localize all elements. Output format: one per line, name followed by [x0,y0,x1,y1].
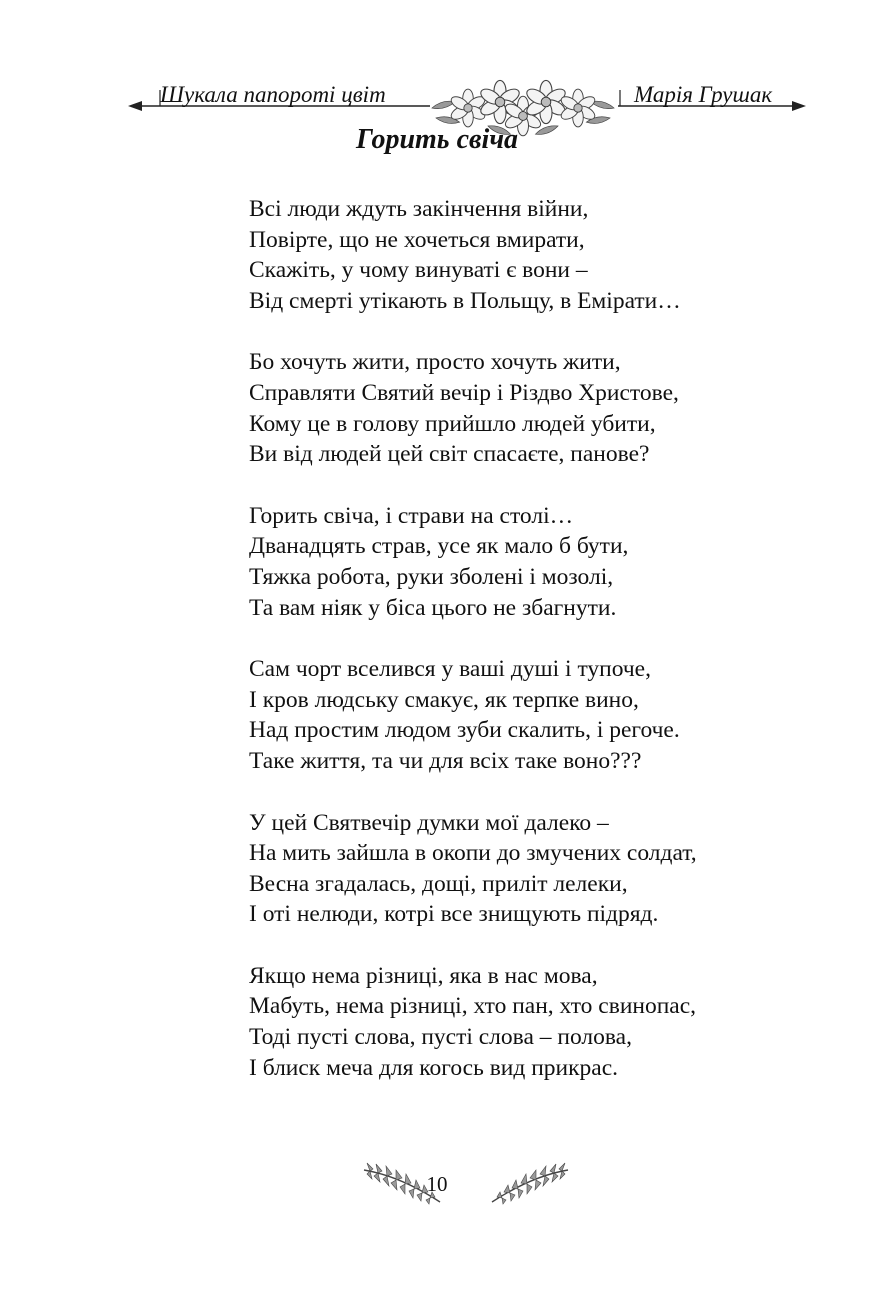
author-name: Марія Грушак [634,82,773,107]
poem-line: І блиск меча для когось вид прикрас. [249,1054,619,1081]
poem-line: На мить зайшла в окопи до змучених солдат, [249,840,697,867]
book-title: Шукала папороті цвіт [160,82,386,107]
poem-line: Над простим людом зуби скалить, і регоче. [249,717,680,744]
poem-line: І оті нелюди, котрі все знищують підряд. [249,901,659,928]
poem-line: Горить свіча, і страви на столі… [249,502,574,529]
stanza-6 [249,961,697,1083]
fern-leaf-icon [488,1158,572,1214]
poem-line: Весна згадалась, дощі, приліт лелеки, [249,870,628,897]
poem-line: Дванадцять страв, усе як мало б бути, [249,533,629,560]
poem-line: Мабуть, нема різниці, хто пан, хто свинопас, [249,993,697,1020]
stanza-1 [249,194,697,316]
stanza-4 [249,654,697,776]
poem-line: У цей Святвечір думки мої далеко – [249,809,609,836]
poem-line: Ви від людей цей світ спасаєте, панове? [249,441,650,468]
stanza-5 [249,808,697,930]
poem-body [249,194,697,1114]
poem-line: Від смерті утікають в Польщу, в Емірати… [249,287,681,314]
poem-line: Скажіть, у чому винуваті є вони – [249,257,588,284]
stanza-2 [249,347,697,469]
poem-line: Якщо нема різниці, яка в нас мова, [249,962,598,989]
poem-line: Бо хочуть жити, просто хочуть жити, [249,349,621,376]
poem-title: Горить свіча [355,124,519,155]
poem-line: Кому це в голову прийшло людей убити, [249,410,656,437]
poem-line: Тяжка робота, руки зболені і мозолі, [249,563,614,590]
poem-line: Повірте, що не хочеться вмирати, [249,226,585,253]
page-footer [0,1158,874,1218]
poem-line: Сам чорт вселився у ваші душі і тупоче, [249,656,651,683]
poem-line: Та вам ніяк у біса цього не збагнути. [249,594,617,621]
poem-line: І кров людську смакує, як терпке вино, [249,686,639,713]
poem-line: Таке життя, та чи для всіх таке воно??? [249,747,642,774]
poem-line: Тоді пусті слова, пусті слова – полова, [249,1024,632,1051]
poem-line: Всі люди ждуть закінчення війни, [249,196,589,222]
page-number: 10 [426,1172,448,1196]
stanza-3 [249,501,697,623]
poem-line: Справляти Святий вечір і Різдво Христове, [249,379,679,406]
